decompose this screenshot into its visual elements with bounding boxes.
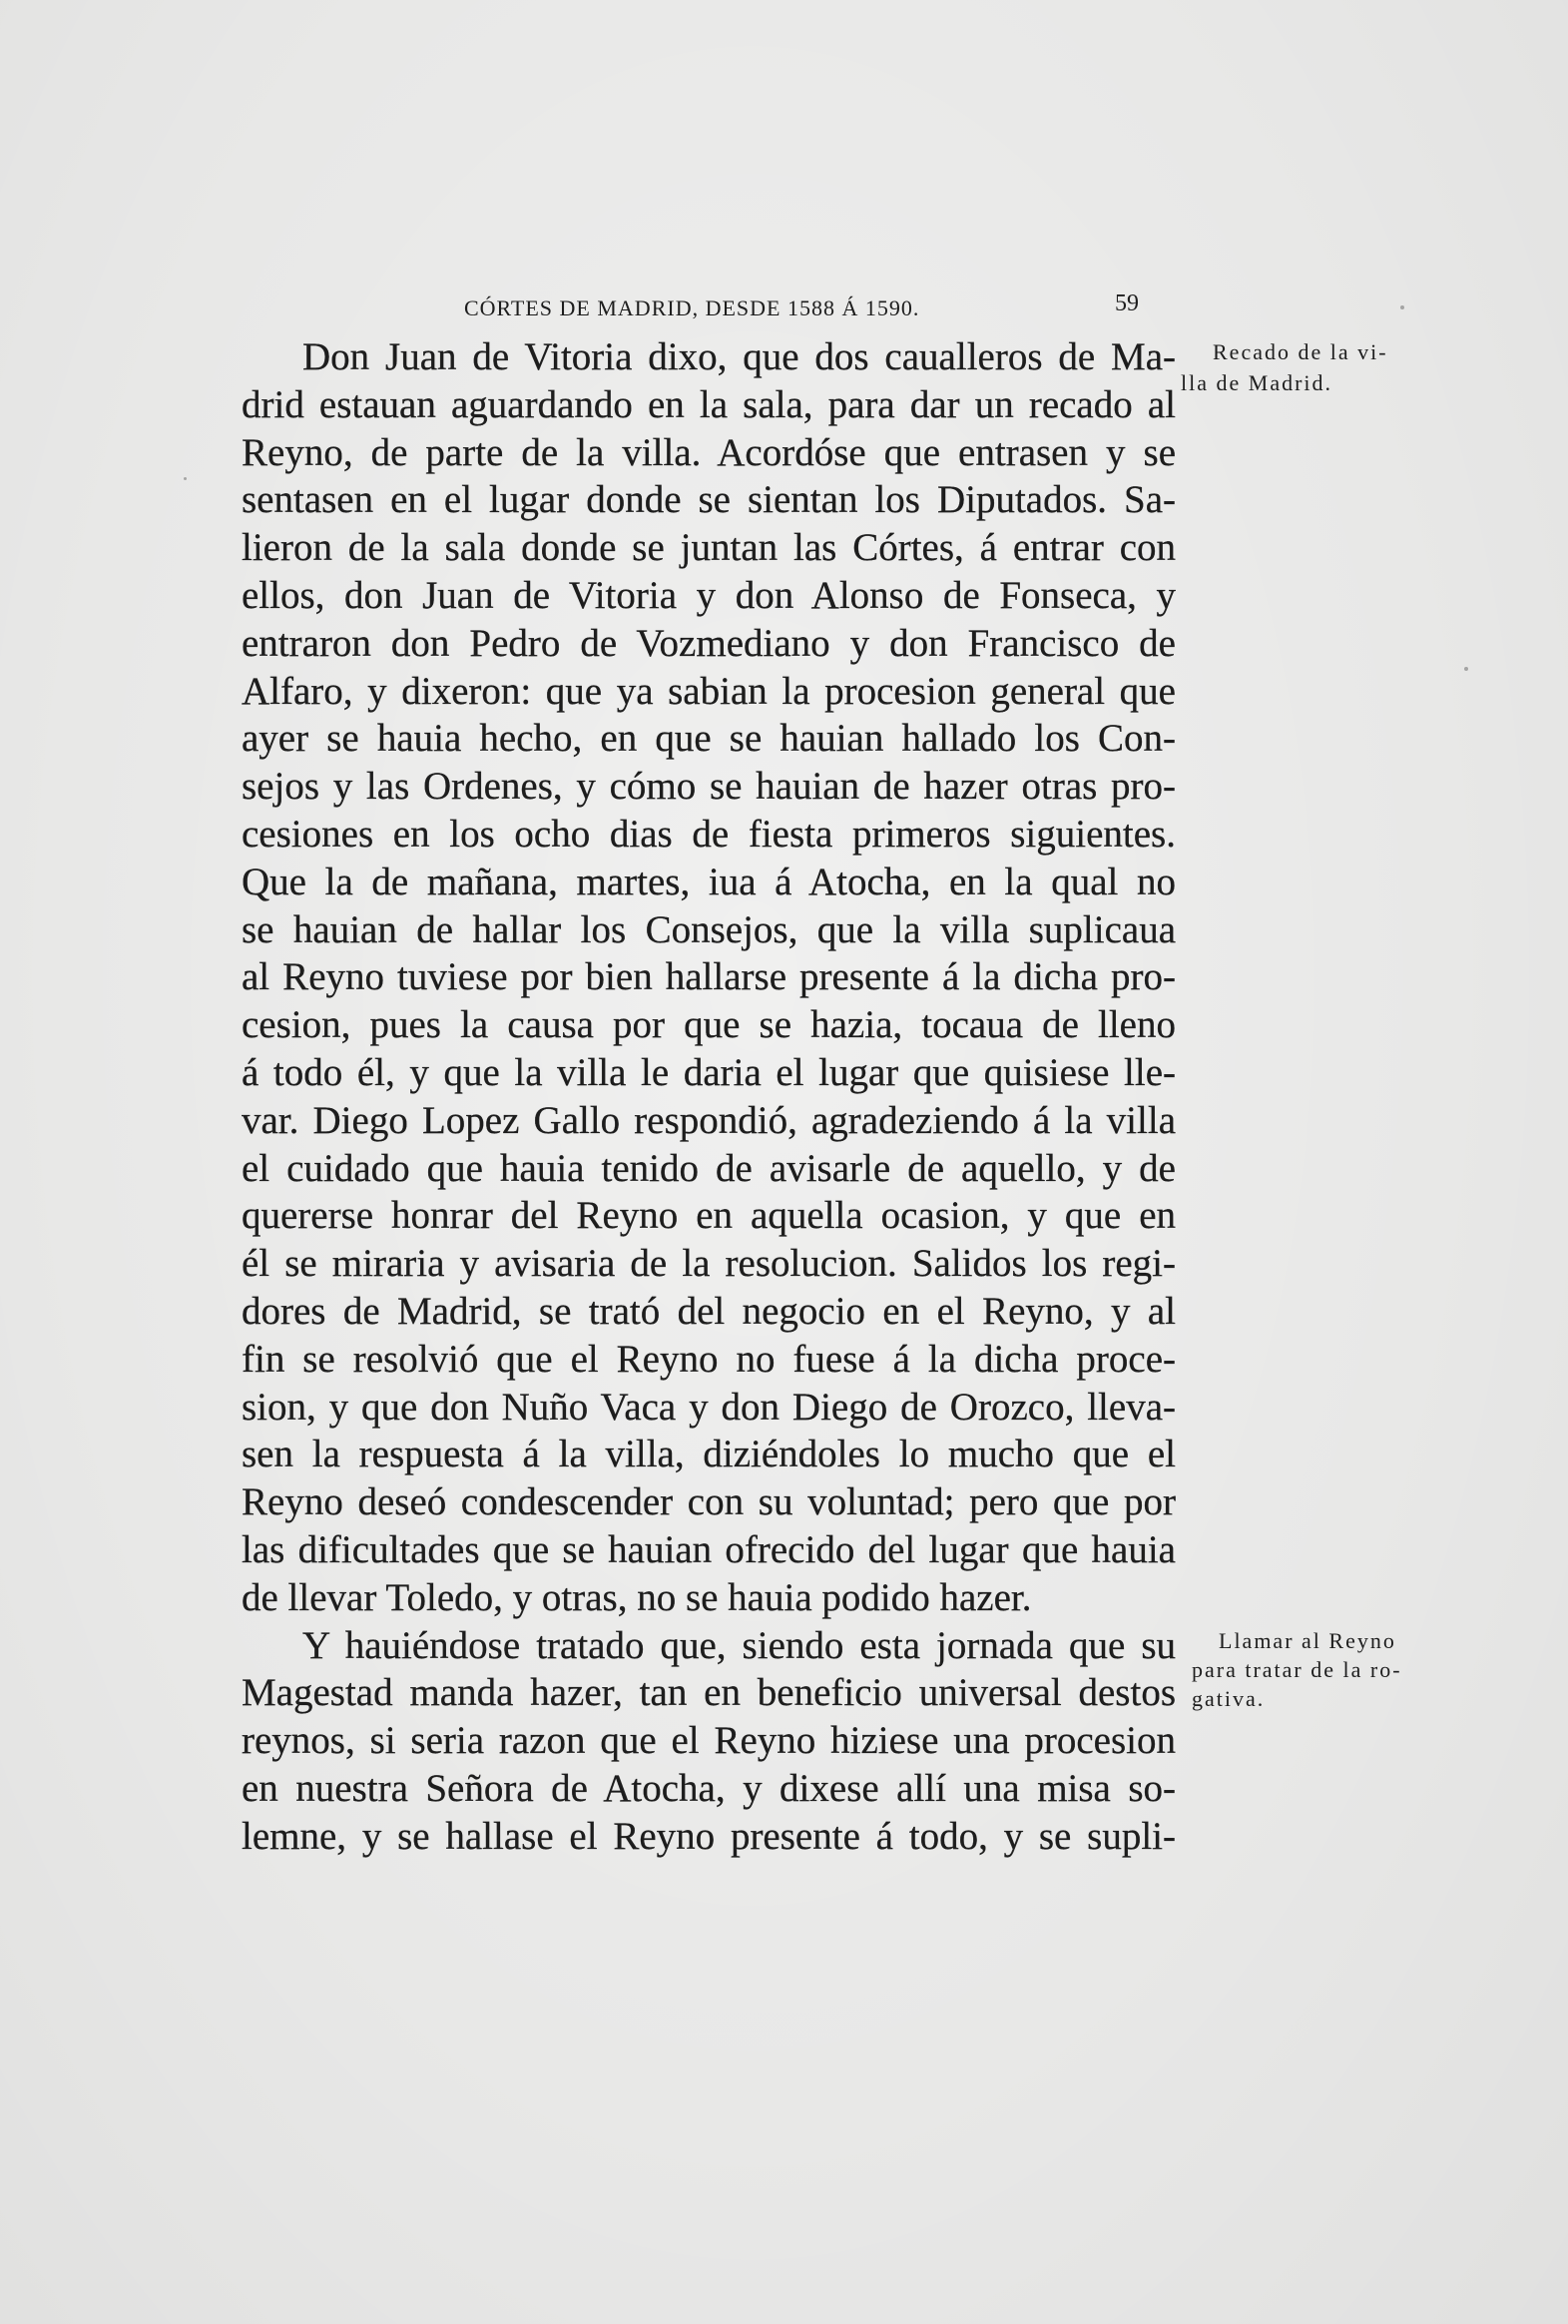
margin-note-line: Llamar al Reyno xyxy=(1219,1628,1396,1653)
body-line: cesion, pues la causa por que se hazia, tocaua de lleno xyxy=(242,1003,1176,1047)
body-line: cesiones en los ocho dias de fiesta primeros siguientes. xyxy=(242,812,1176,856)
body-line: entraron don Pedro de Vozmediano y don Francisco de xyxy=(242,621,1176,665)
margin-note-line: para tratar de la ro- xyxy=(1192,1657,1402,1682)
paper-speck xyxy=(1400,305,1404,309)
body-line: Reyno deseó condescender con su voluntad; pero que por xyxy=(242,1480,1176,1524)
body-line: al Reyno tuviese por bien hallarse presente á la dicha pro- xyxy=(242,955,1176,999)
body-line: Que la de mañana, martes, iua á Atocha, en la qual no xyxy=(242,860,1176,903)
body-line: sen la respuesta á la villa, diziéndoles lo mucho que el xyxy=(242,1433,1176,1476)
body-line: reynos, si seria razon que el Reyno hiziese una procesion xyxy=(242,1719,1176,1763)
body-line: dores de Madrid, se trató del negocio en el Reyno, y al xyxy=(242,1289,1176,1333)
body-line: Magestad manda hazer, tan en beneficio universal destos xyxy=(242,1671,1176,1715)
body-line: lemne, y se hallase el Reyno presente á todo, y se supli- xyxy=(242,1814,1176,1858)
body-line: sejos y las Ordenes, y cómo se hauian de hazer otras pro- xyxy=(242,765,1176,809)
body-line: sentasen en el lugar donde se sientan los Diputados. Sa- xyxy=(242,478,1176,522)
margin-note-line: lla de Madrid. xyxy=(1181,370,1333,395)
running-head: CÓRTES DE MADRID, DESDE 1588 Á 1590. xyxy=(464,295,920,320)
body-line: Reyno, de parte de la villa. Acordóse que entrasen y se xyxy=(242,430,1176,474)
body-line: quererse honrar del Reyno en aquella ocasion, y que en xyxy=(242,1194,1176,1238)
body-line: en nuestra Señora de Atocha, y dixese allí una misa so- xyxy=(242,1766,1176,1810)
body-line: fin se resolvió que el Reyno no fuese á la dicha proce- xyxy=(242,1337,1176,1381)
body-line: Y hauiéndose tratado que, siendo esta jornada que su xyxy=(302,1623,1176,1667)
body-line: el cuidado que hauia tenido de avisarle de aquello, y de xyxy=(242,1146,1176,1190)
body-line: de llevar Toledo, y otras, no se hauia podido hazer. xyxy=(242,1575,1032,1619)
body-line: ellos, don Juan de Vitoria y don Alonso de Fonseca, y xyxy=(242,573,1176,617)
body-line: se hauian de hallar los Consejos, que la villa suplicaua xyxy=(242,907,1176,951)
body-line: drid estauan aguardando en la sala, para dar un recado al xyxy=(242,382,1176,426)
paper-speck xyxy=(1464,667,1468,671)
body-text xyxy=(242,333,1176,1861)
body-line: él se miraria y avisaria de la resolucion. Salidos los regi- xyxy=(242,1242,1176,1286)
body-line: á todo él, y que la villa le daria el lugar que quisiese lle- xyxy=(242,1050,1176,1094)
margin-note-line: gativa. xyxy=(1192,1686,1266,1711)
margin-note-recado xyxy=(1181,336,1388,398)
body-line: las dificultades que se hauian ofrecido del lugar que hauia xyxy=(242,1527,1176,1571)
body-line: ayer se hauia hecho, en que se hauian hallado los Con- xyxy=(242,717,1176,761)
paper-speck xyxy=(184,477,187,480)
body-line: lieron de la sala donde se juntan las Córtes, á entrar con xyxy=(242,526,1176,570)
margin-note-line: Recado de la vi- xyxy=(1213,339,1388,364)
body-line: Alfaro, y dixeron: que ya sabian la procesion general que xyxy=(242,669,1176,713)
body-line: Don Juan de Vitoria dixo, que dos caualleros de Ma- xyxy=(302,335,1176,378)
margin-note-llamar xyxy=(1192,1626,1402,1713)
body-line: var. Diego Lopez Gallo respondió, agradeziendo á la villa xyxy=(242,1098,1176,1142)
body-line: sion, y que don Nuño Vaca y don Diego de Orozco, lleva- xyxy=(242,1385,1176,1429)
page-number: 59 xyxy=(1115,290,1139,316)
